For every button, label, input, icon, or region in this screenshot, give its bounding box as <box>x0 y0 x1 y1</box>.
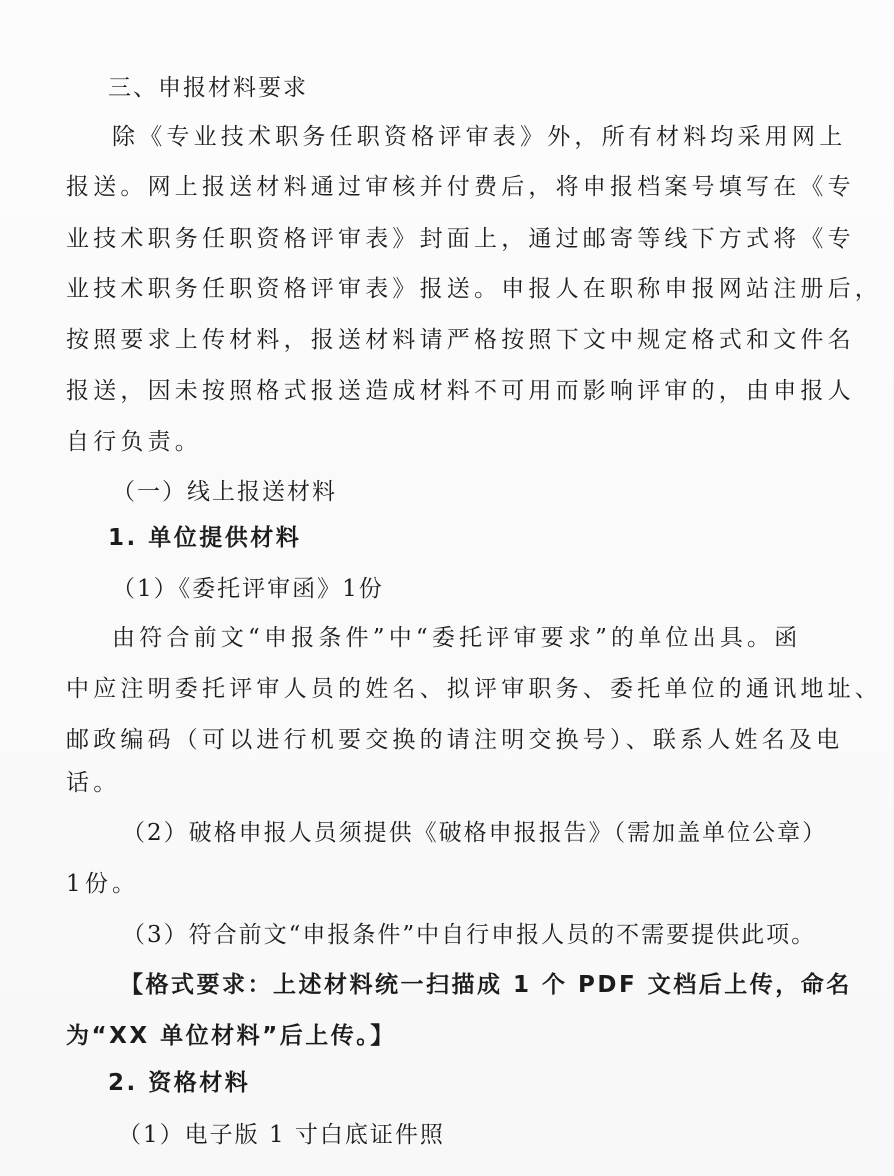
paragraph-line: 业技术职务任职资格评审表》报送。申报人在职称申报网站注册后， <box>66 276 882 302</box>
paragraph-line: 由符合前文“申报条件”中“委托评审要求”的单位出具。函 <box>112 625 802 651</box>
paragraph-line: （3）符合前文“申报条件”中自行申报人员的不需要提供此项。 <box>122 922 817 948</box>
item-title-unit-materials: 1. 单位提供材料 <box>108 525 302 551</box>
item-title-qualification-materials: 2. 资格材料 <box>108 1070 251 1096</box>
entry-title-commission-letter: （1）《委托评审函》1份 <box>112 576 384 602</box>
paragraph-line: 业技术职务任职资格评审表》封面上，通过邮寄等线下方式将《专 <box>66 226 855 252</box>
subsection-title-online: （一）线上报送材料 <box>112 479 337 505</box>
paragraph-line: （2）破格申报人员须提供《破格申报报告》（需加盖单位公章） <box>122 820 828 846</box>
paragraph-line: 按照要求上传材料，报送材料请严格按照下文中规定格式和文件名 <box>66 327 855 353</box>
paragraph-line: 自行负责。 <box>66 429 202 455</box>
entry-title-id-photo: （1）电子版 1 寸白底证件照 <box>118 1122 445 1148</box>
paragraph-line: 【格式要求：上述材料统一扫描成 1 个 PDF 文档后上传，命名 <box>120 972 852 998</box>
paragraph-line: 中应注明委托评审人员的姓名、拟评审职务、委托单位的通讯地址、 <box>66 676 882 702</box>
paragraph-line: 为“XX 单位材料”后上传。】 <box>66 1023 396 1049</box>
paragraph-line: 报送。网上报送材料通过审核并付费后，将申报档案号填写在《专 <box>66 174 855 200</box>
paragraph-line: 1份。 <box>66 871 140 897</box>
paragraph-line: 除《专业技术职务任职资格评审表》外，所有材料均采用网上 <box>112 124 847 150</box>
paragraph-line: 报送，因未按照格式报送造成材料不可用而影响评审的，由申报人 <box>66 378 855 404</box>
paragraph-line: 邮政编码（可以进行机要交换的请注明交换号）、联系人姓名及电 <box>66 727 844 753</box>
section-title: 三、申报材料要求 <box>108 75 308 101</box>
paragraph-line: 话。 <box>66 770 121 796</box>
